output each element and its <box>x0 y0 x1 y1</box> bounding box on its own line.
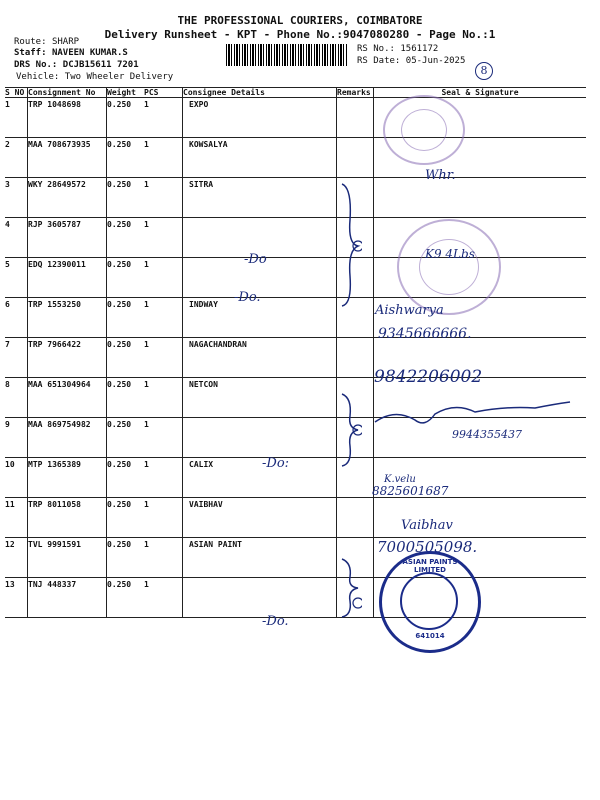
cell-weight: 0.250 <box>107 378 145 418</box>
route-value: SHARP <box>51 37 80 47</box>
cell-consignee: INDWAY <box>183 298 337 338</box>
table-row <box>5 138 586 178</box>
cell-consignment: EDQ 12390011 <box>28 258 107 298</box>
cell-sno: 1 <box>5 98 28 138</box>
cell-sno: 9 <box>5 418 28 458</box>
cell-pcs: 1 <box>144 378 183 418</box>
cell-weight: 0.250 <box>107 418 145 458</box>
vehicle-label: Vehicle: <box>16 72 60 82</box>
ditto-row4: -Do <box>244 252 267 267</box>
col-pcs: PCS <box>144 88 183 98</box>
cell-consignment: TRP 1553250 <box>28 298 107 338</box>
ditto-row9: -Do: <box>262 456 290 471</box>
cell-remarks <box>337 338 374 378</box>
cell-weight: 0.250 <box>107 578 145 618</box>
cell-sno: 11 <box>5 498 28 538</box>
table-row <box>5 538 586 578</box>
cell-weight: 0.250 <box>107 218 145 258</box>
cell-weight: 0.250 <box>107 538 145 578</box>
cell-sno: 6 <box>5 298 28 338</box>
cell-consignment: WKY 28649572 <box>28 178 107 218</box>
cell-remarks <box>337 98 374 138</box>
brace-rows-8-9 <box>338 390 362 470</box>
cell-weight: 0.250 <box>107 178 145 218</box>
table-row <box>5 298 586 338</box>
cell-consignee: KOWSALYA <box>183 138 337 178</box>
cell-pcs: 1 <box>144 578 183 618</box>
cell-sno: 3 <box>5 178 28 218</box>
brace-rows-3-5 <box>338 180 362 310</box>
seal-code: 641014 <box>415 632 445 640</box>
signature-row6-phone: 9345666666. <box>378 326 472 342</box>
rs-no-value: 1561172 <box>400 44 439 54</box>
drs-label: DRS No.: <box>14 60 58 70</box>
rs-no-line <box>357 44 438 54</box>
cell-sno: 13 <box>5 578 28 618</box>
cell-pcs: 1 <box>144 338 183 378</box>
signature-row6-name: Aishwarya <box>375 303 444 318</box>
cell-pcs: 1 <box>144 98 183 138</box>
brace-rows-12-13 <box>338 555 362 621</box>
cell-weight: 0.250 <box>107 258 145 298</box>
route-label: Route: <box>14 37 47 47</box>
cell-consignment: MTP 1365389 <box>28 458 107 498</box>
signature-row3: Whr. <box>425 168 456 183</box>
cell-consignee: SITRA <box>183 178 337 218</box>
cell-pcs: 1 <box>144 258 183 298</box>
circled-page-mark: 8 <box>475 62 493 80</box>
staff-label: Staff: <box>14 48 47 58</box>
cell-consignee <box>183 578 337 618</box>
cell-consignee: VAIBHAV <box>183 498 337 538</box>
cell-consignment: TNJ 448337 <box>28 578 107 618</box>
signature-row11-phone: 7000505098. <box>377 538 478 556</box>
cell-weight: 0.250 <box>107 338 145 378</box>
rs-no-label: RS No.: <box>357 44 395 54</box>
signature-row7: 9842206002 <box>374 367 483 387</box>
cell-sno: 2 <box>5 138 28 178</box>
cell-remarks <box>337 138 374 178</box>
cell-sno: 7 <box>5 338 28 378</box>
cell-consignment: RJP 3605787 <box>28 218 107 258</box>
signature-row10-name: K.velu <box>384 474 416 485</box>
table-row <box>5 498 586 538</box>
drs-line <box>14 60 139 70</box>
cell-pcs: 1 <box>144 538 183 578</box>
barcode <box>226 44 348 66</box>
col-signature: Seal & Signature <box>374 88 587 98</box>
col-weight: Weight <box>107 88 145 98</box>
cell-pcs: 1 <box>144 418 183 458</box>
staff-value: NAVEEN KUMAR.S <box>51 48 128 58</box>
cell-sno: 10 <box>5 458 28 498</box>
cell-consignee <box>183 418 337 458</box>
route-line <box>14 37 79 47</box>
cell-consignment: TRP 7966422 <box>28 338 107 378</box>
cell-sno: 8 <box>5 378 28 418</box>
cell-weight: 0.250 <box>107 98 145 138</box>
cell-consignee: CALIX <box>183 458 337 498</box>
runsheet-table <box>5 87 586 618</box>
cell-pcs: 1 <box>144 298 183 338</box>
table-row <box>5 458 586 498</box>
staff-line <box>14 48 128 58</box>
col-consignee: Consignee Details <box>183 88 337 98</box>
cell-pcs: 1 <box>144 178 183 218</box>
signature-row8-scribble <box>365 398 575 432</box>
seal-text: ASIAN PAINTS LIMITED <box>402 558 458 574</box>
cell-signature <box>374 178 587 218</box>
cell-weight: 0.250 <box>107 138 145 178</box>
rs-date-value: 05-Jun-2025 <box>405 56 466 66</box>
col-remarks: Remarks <box>337 88 374 98</box>
col-sno: S NO <box>5 88 28 98</box>
signature-row8-phone: 9944355437 <box>452 428 522 441</box>
cell-pcs: 1 <box>144 218 183 258</box>
cell-consignee: NETCON <box>183 378 337 418</box>
signature-row11-name: Vaibhav <box>401 518 453 533</box>
rs-date-line <box>357 56 465 66</box>
cell-consignment: TVL 9991591 <box>28 538 107 578</box>
table-row <box>5 338 586 378</box>
cell-sno: 12 <box>5 538 28 578</box>
cell-pcs: 1 <box>144 458 183 498</box>
ditto-row13: -Do. <box>262 614 289 629</box>
cell-pcs: 1 <box>144 138 183 178</box>
table-header-row <box>5 88 586 98</box>
cell-consignee: ASIAN PAINT <box>183 538 337 578</box>
cell-remarks <box>337 498 374 538</box>
vehicle-line <box>16 72 173 82</box>
cell-consignee: NAGACHANDRAN <box>183 338 337 378</box>
cell-consignment: MAA 708673935 <box>28 138 107 178</box>
cell-consignment: TRP 8011058 <box>28 498 107 538</box>
company-title: THE PROFESSIONAL COURIERS, COIMBATORE <box>177 14 423 27</box>
purple-stamp-row1 <box>383 95 465 165</box>
cell-consignment: MAA 651304964 <box>28 378 107 418</box>
signature-row10-phone: 8825601687 <box>372 484 449 498</box>
cell-weight: 0.250 <box>107 458 145 498</box>
table-row <box>5 98 586 138</box>
cell-weight: 0.250 <box>107 498 145 538</box>
table-row <box>5 218 586 258</box>
cell-consignee: EXPO <box>183 98 337 138</box>
table-row <box>5 178 586 218</box>
runsheet-subtitle: Delivery Runsheet - KPT - Phone No.:9047080280 - Page No.:1 <box>104 28 496 41</box>
ditto-row5: -Do. <box>234 290 261 305</box>
vehicle-value: Two Wheeler Delivery <box>64 72 174 82</box>
cell-weight: 0.250 <box>107 298 145 338</box>
cell-consignment: MAA 869754982 <box>28 418 107 458</box>
table-row <box>5 578 586 618</box>
cell-consignment: TRP 1048698 <box>28 98 107 138</box>
drs-value: DCJB15611 7201 <box>62 60 139 70</box>
cell-sno: 5 <box>5 258 28 298</box>
asian-paints-seal <box>379 551 481 653</box>
cell-pcs: 1 <box>144 498 183 538</box>
rs-date-label: RS Date: <box>357 56 401 66</box>
purple-stamp-row5 <box>397 219 501 315</box>
col-consignment: Consignment No <box>28 88 107 98</box>
cell-sno: 4 <box>5 218 28 258</box>
stamp-mark-row5: K9 4Lbs <box>425 247 475 261</box>
